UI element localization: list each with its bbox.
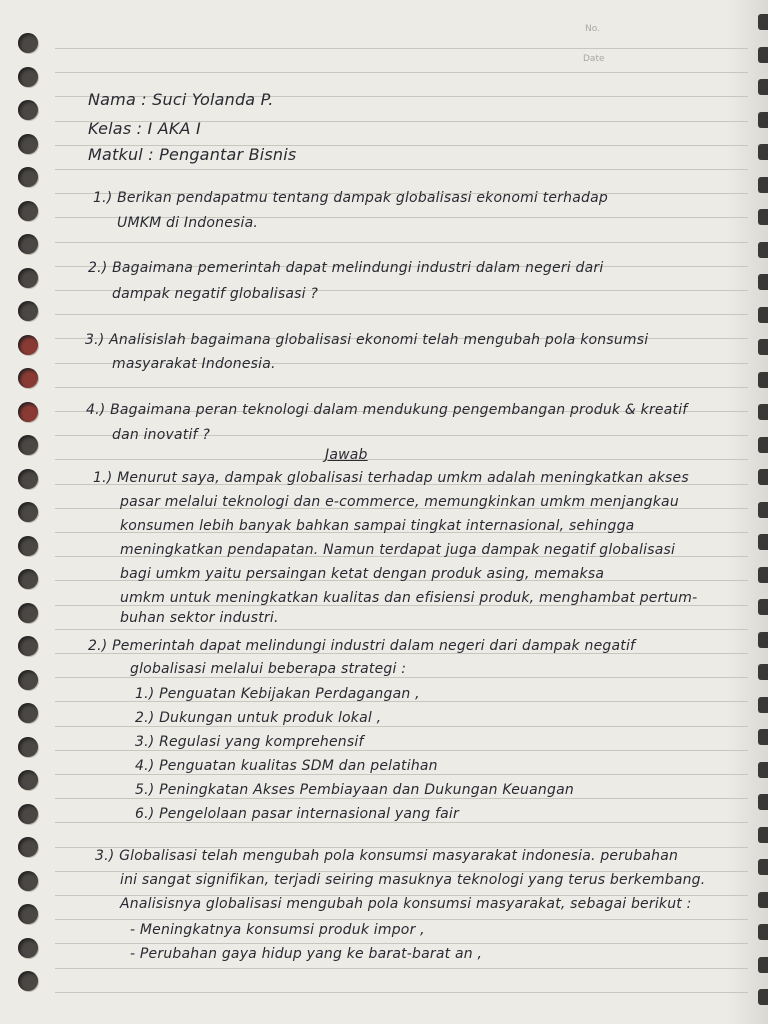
answer-line: 2.) Pemerintah dapat melindungi industri dalam negeri dari dampak negatif xyxy=(88,638,636,654)
answer-heading: Jawab xyxy=(325,447,368,463)
binding-hole xyxy=(18,636,38,656)
ruled-line xyxy=(55,48,748,49)
binding-hole xyxy=(18,737,38,757)
question-line: 3.) Analisislah bagaimana globalisasi ekonomi telah mengubah pola konsumsi xyxy=(85,332,649,348)
spiral-ring xyxy=(758,502,768,518)
spiral-ring xyxy=(758,79,768,95)
spiral-ring xyxy=(758,729,768,745)
binding-hole xyxy=(18,837,38,857)
spiral-ring xyxy=(758,697,768,713)
spiral-ring xyxy=(758,144,768,160)
no-label: No. xyxy=(585,24,600,34)
binding-hole xyxy=(18,502,38,522)
binding-hole xyxy=(18,134,38,154)
binding-hole xyxy=(18,435,38,455)
spiral-ring xyxy=(758,957,768,973)
binding-hole xyxy=(18,234,38,254)
question-line: dampak negatif globalisasi ? xyxy=(112,286,318,302)
answer-line: 1.) Menurut saya, dampak globalisasi terhadap umkm adalah meningkatkan akses xyxy=(93,470,689,486)
question-line: 2.) Bagaimana pemerintah dapat melindungi industri dalam negeri dari xyxy=(88,260,604,276)
question-line: dan inovatif ? xyxy=(112,427,210,443)
answer-line: ini sangat signifikan, terjadi seiring masuknya teknologi yang terus berkembang. xyxy=(120,872,706,888)
spiral-ring xyxy=(758,469,768,485)
ruled-line xyxy=(55,72,748,73)
spiral-ring xyxy=(758,404,768,420)
binding-hole xyxy=(18,201,38,221)
ruled-line xyxy=(55,314,748,315)
answer-line: konsumen lebih banyak bahkan sampai tingkat internasional, sehingga xyxy=(120,518,635,534)
spiral-ring xyxy=(758,14,768,30)
binding-hole xyxy=(18,871,38,891)
student-name: Nama : Suci Yolanda P. xyxy=(88,90,274,109)
spiral-ring xyxy=(758,989,768,1005)
binding-hole xyxy=(18,33,38,53)
binding-hole xyxy=(18,100,38,120)
spiral-ring xyxy=(758,534,768,550)
spiral-ring xyxy=(758,47,768,63)
spiral-ring xyxy=(758,567,768,583)
ruled-line xyxy=(55,169,748,170)
spiral-ring xyxy=(758,274,768,290)
answer-line: globalisasi melalui beberapa strategi : xyxy=(130,661,407,677)
spiral-ring xyxy=(758,242,768,258)
consumption-item: - Perubahan gaya hidup yang ke barat-barat an , xyxy=(130,946,483,962)
ruled-line xyxy=(55,387,748,388)
strategy-item: 1.) Penguatan Kebijakan Perdagangan , xyxy=(135,686,420,702)
ruled-line xyxy=(55,629,748,630)
strategy-item: 4.) Penguatan kualitas SDM dan pelatihan xyxy=(135,758,438,774)
question-line: UMKM di Indonesia. xyxy=(117,215,259,231)
answer-line: meningkatkan pendapatan. Namun terdapat juga dampak negatif globalisasi xyxy=(120,542,676,558)
ruled-line xyxy=(55,459,748,460)
answer-line: bagi umkm yaitu persaingan ketat dengan produk asing, memaksa xyxy=(120,566,605,582)
binding-hole xyxy=(18,703,38,723)
spiral-ring xyxy=(758,437,768,453)
binding-hole xyxy=(18,603,38,623)
spiral-ring xyxy=(758,664,768,680)
date-label: Date xyxy=(583,54,605,64)
spiral-ring xyxy=(758,892,768,908)
binding-hole xyxy=(18,971,38,991)
answer-line: buhan sektor industri. xyxy=(120,610,279,626)
ruled-line xyxy=(55,992,748,993)
binding-hole xyxy=(18,268,38,288)
question-line: 4.) Bagaimana peran teknologi dalam mendukung pengembangan produk & kreatif xyxy=(86,402,688,418)
spiral-ring xyxy=(758,599,768,615)
binding-hole xyxy=(18,670,38,690)
binding-hole xyxy=(18,770,38,790)
binding-hole xyxy=(18,904,38,924)
binding-hole xyxy=(18,368,38,388)
spiral-ring xyxy=(758,859,768,875)
strategy-item: 2.) Dukungan untuk produk lokal , xyxy=(135,710,382,726)
ruled-line xyxy=(55,726,748,727)
student-class: Kelas : I AKA I xyxy=(88,119,201,138)
spiral-ring xyxy=(758,827,768,843)
binding-hole xyxy=(18,569,38,589)
spiral-ring xyxy=(758,632,768,648)
answer-line: umkm untuk meningkatkan kualitas dan efisiensi produk, menghambat pertum- xyxy=(120,590,698,606)
ruled-line xyxy=(55,750,748,751)
spiral-ring xyxy=(758,177,768,193)
spiral-ring xyxy=(758,209,768,225)
answer-line: 3.) Globalisasi telah mengubah pola konsumsi masyarakat indonesia. perubahan xyxy=(95,848,679,864)
binding-hole xyxy=(18,335,38,355)
answer-line: Analisisnya globalisasi mengubah pola konsumsi masyarakat, sebagai berikut : xyxy=(120,896,692,912)
strategy-item: 5.) Peningkatan Akses Pembiayaan dan Dukungan Keuangan xyxy=(135,782,574,798)
ruled-line xyxy=(55,774,748,775)
binding-hole xyxy=(18,469,38,489)
question-line: masyarakat Indonesia. xyxy=(112,356,276,372)
question-line: 1.) Berikan pendapatmu tentang dampak globalisasi ekonomi terhadap xyxy=(93,190,608,206)
ruled-line xyxy=(55,677,748,678)
spiral-ring xyxy=(758,794,768,810)
binding-hole xyxy=(18,938,38,958)
spiral-ring xyxy=(758,339,768,355)
spiral-ring xyxy=(758,762,768,778)
ruled-line xyxy=(55,798,748,799)
answer-line: pasar melalui teknologi dan e-commerce, memungkinkan umkm menjangkau xyxy=(120,494,679,510)
strategy-item: 3.) Regulasi yang komprehensif xyxy=(135,734,364,750)
binding-hole xyxy=(18,402,38,422)
spiral-ring xyxy=(758,112,768,128)
binding-hole xyxy=(18,301,38,321)
spiral-ring xyxy=(758,307,768,323)
consumption-item: - Meningkatnya konsumsi produk impor , xyxy=(130,922,425,938)
ruled-line xyxy=(55,242,748,243)
binding-hole xyxy=(18,67,38,87)
spiral-ring xyxy=(758,924,768,940)
spiral-ring xyxy=(758,372,768,388)
binding-hole xyxy=(18,167,38,187)
course-name: Matkul : Pengantar Bisnis xyxy=(88,145,297,164)
strategy-item: 6.) Pengelolaan pasar internasional yang fair xyxy=(135,806,459,822)
ruled-line xyxy=(55,822,748,823)
binding-hole xyxy=(18,536,38,556)
ruled-line xyxy=(55,919,748,920)
binding-hole xyxy=(18,804,38,824)
ruled-line xyxy=(55,943,748,944)
ruled-line xyxy=(55,968,748,969)
